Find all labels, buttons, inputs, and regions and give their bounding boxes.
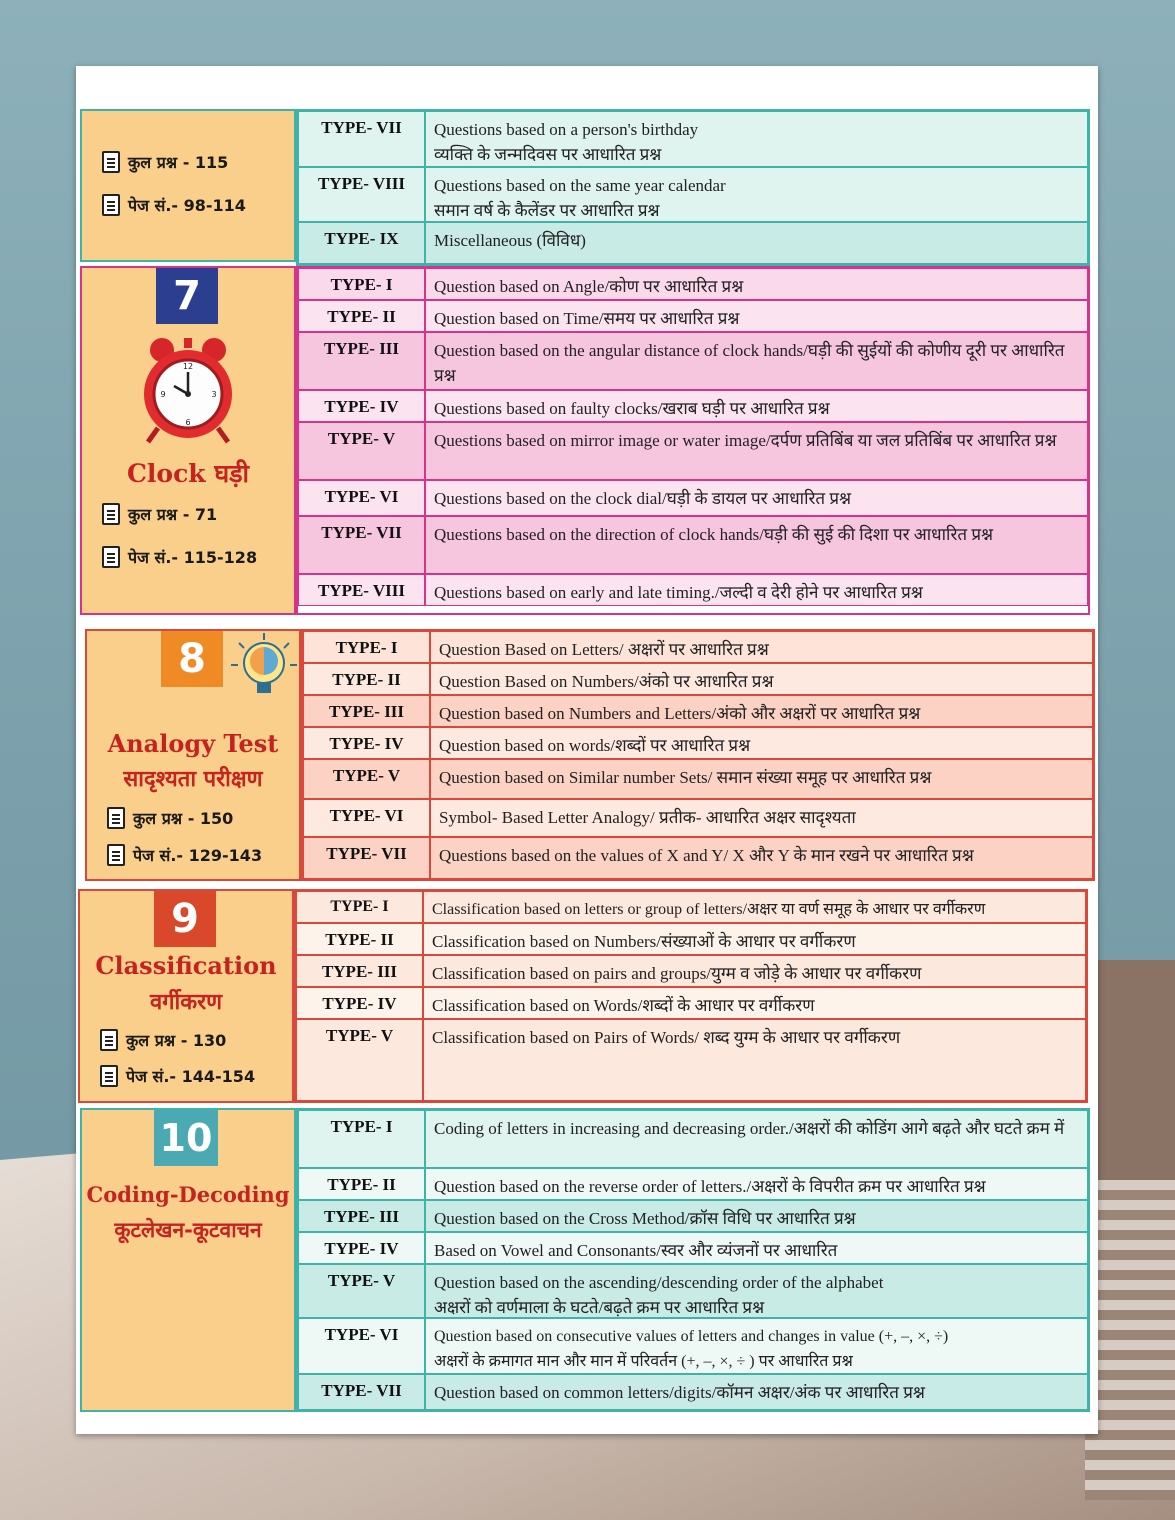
type-label: TYPE- IV [296, 987, 423, 1019]
type-description: Classification based on Numbers/संख्याओं के आधार पर वर्गीकरण [423, 923, 1086, 955]
type-description: Question based on consecutive values of letters and changes in value (+, –, ×, ÷) अक्षरों के क्रमागत मान और मान में परिवर्तन (+, –, ×, ÷ ) पर आधारित प्रश्न [425, 1318, 1088, 1374]
type-label: TYPE- VI [303, 799, 430, 837]
type-description: Question based on Similar number Sets/ समान संख्या समूह पर आधारित प्रश्न [430, 759, 1093, 799]
svg-text:6: 6 [185, 418, 191, 427]
type-label: TYPE- VIII [298, 167, 425, 222]
notepad-icon [100, 1029, 118, 1051]
type-description: Question based on the ascending/descending order of the alphabet अक्षरों को वर्णमाला के घटते/बढ़ते क्रम पर आधारित प्रश्न [425, 1264, 1088, 1318]
notepad-icon [102, 503, 120, 525]
section-8-table [301, 629, 1095, 881]
notepad-icon [102, 151, 120, 173]
type-description: Classification based on pairs and groups/युग्म व जोड़े के आधार पर वर्गीकरण [423, 955, 1086, 987]
type-label: TYPE- II [298, 1168, 425, 1200]
section-6-table [296, 109, 1090, 266]
notepad-icon [107, 807, 125, 829]
type-label: TYPE- IV [303, 727, 430, 759]
type-description: Questions based on a person's birthday व्यक्ति के जन्मदिवस पर आधारित प्रश्न [425, 111, 1088, 167]
background-stripes [1085, 1180, 1175, 1500]
section-9-panel [78, 889, 294, 1103]
type-description: Classification based on letters or group of letters/अक्षर या वर्ण समूह के आधार पर वर्गीकरण [423, 891, 1086, 923]
chapter-title: Clock घड़ी [127, 459, 249, 488]
type-description: Classification based on Words/शब्दों के आधार पर वर्गीकरण [423, 987, 1086, 1019]
clipboard-icon [107, 844, 125, 866]
chapter-title-hindi: सादृश्यता परीक्षण [123, 767, 263, 792]
page-range: पेज सं.- 129-143 [107, 844, 262, 866]
chapter-number: 9 [154, 891, 216, 947]
type-label: TYPE- II [303, 663, 430, 695]
clipboard-icon [100, 1065, 118, 1087]
section-7 [80, 266, 1090, 615]
type-description: Question Based on Numbers/अंको पर आधारित प्रश्न [430, 663, 1093, 695]
type-description: Based on Vowel and Consonants/स्वर और व्यंजनों पर आधारित [425, 1232, 1088, 1264]
type-description: Coding of letters in increasing and decreasing order./अक्षरों की कोडिंग आगे बढ़ते और घटते क्रम में [425, 1110, 1088, 1168]
type-description: Questions based on faulty clocks/खराब घड़ी पर आधारित प्रश्न [425, 390, 1088, 422]
type-label: TYPE- V [298, 422, 425, 480]
type-label: TYPE- III [296, 955, 423, 987]
section-9-table [294, 889, 1088, 1103]
type-description: Question based on Angle/कोण पर आधारित प्रश्न [425, 268, 1088, 300]
svg-text:12: 12 [182, 362, 194, 371]
total-questions: कुल प्रश्न - 71 [102, 503, 217, 525]
section-9 [78, 889, 1088, 1103]
section-10 [80, 1108, 1090, 1412]
type-label: TYPE- IV [298, 1232, 425, 1264]
type-label: TYPE- I [303, 631, 430, 663]
section-6 [80, 109, 1090, 266]
page-range: पेज सं.- 115-128 [102, 546, 257, 568]
section-7-table [296, 266, 1090, 615]
type-description: Question based on common letters/digits/कॉमन अक्षर/अंक पर आधारित प्रश्न [425, 1374, 1088, 1410]
section-8-panel [85, 629, 301, 881]
section-10-table [296, 1108, 1090, 1412]
type-description: Questions based on early and late timing./जल्दी व देरी होने पर आधारित प्रश्न [425, 574, 1088, 606]
type-description: Questions based on mirror image or water image/दर्पण प्रतिबिंब या जल प्रतिबिंब पर आधारित प्रश्न [425, 422, 1088, 480]
chapter-title-hindi: वर्गीकरण [149, 990, 223, 1015]
type-label: TYPE- V [303, 759, 430, 799]
page-range: पेज सं.- 98-114 [102, 194, 246, 216]
type-label: TYPE- II [296, 923, 423, 955]
type-label: TYPE- IV [298, 390, 425, 422]
type-label: TYPE- VII [298, 111, 425, 167]
type-label: TYPE- III [298, 332, 425, 390]
type-label: TYPE- III [298, 1200, 425, 1232]
page [76, 66, 1098, 1434]
chapter-title-hindi: कूटलेखन-कूटवाचन [114, 1218, 262, 1242]
type-description: Question based on the angular distance of clock hands/घड़ी की सुईयों की कोणीय दूरी पर आधारित प्रश्न [425, 332, 1088, 390]
type-label: TYPE- V [298, 1264, 425, 1318]
type-label: TYPE- VII [298, 1374, 425, 1410]
lightbulb-brain-icon [229, 631, 299, 701]
type-description: Question based on the Cross Method/क्रॉस विधि पर आधारित प्रश्न [425, 1200, 1088, 1232]
alarm-clock-icon [138, 336, 238, 446]
type-description: Symbol- Based Letter Analogy/ प्रतीक- आधारित अक्षर सादृश्यता [430, 799, 1093, 837]
type-label: TYPE- III [303, 695, 430, 727]
type-description: Classification based on Pairs of Words/ शब्द युग्म के आधार पर वर्गीकरण [423, 1019, 1086, 1101]
page-range: पेज सं.- 144-154 [100, 1065, 255, 1087]
section-10-panel [80, 1108, 296, 1412]
type-description: Question based on words/शब्दों पर आधारित प्रश्न [430, 727, 1093, 759]
type-description: Question based on Time/समय पर आधारित प्रश्न [425, 300, 1088, 332]
type-label: TYPE- I [296, 891, 423, 923]
chapter-number: 10 [154, 1110, 218, 1166]
section-8 [85, 629, 1095, 881]
svg-text:3: 3 [211, 390, 217, 399]
chapter-title: Classification [95, 951, 277, 980]
chapter-number: 7 [156, 268, 218, 324]
type-label: TYPE- IX [298, 222, 425, 264]
type-label: TYPE- VIII [298, 574, 425, 606]
section-7-panel [80, 266, 296, 615]
type-label: TYPE- VI [298, 480, 425, 516]
chapter-title: Analogy Test [107, 729, 279, 758]
type-label: TYPE- I [298, 1110, 425, 1168]
type-description: Questions based on the direction of clock hands/घड़ी की सुई की दिशा पर आधारित प्रश्न [425, 516, 1088, 574]
type-description: Question based on the reverse order of letters./अक्षरों के विपरीत क्रम पर आधारित प्रश्न [425, 1168, 1088, 1200]
type-description: Question Based on Letters/ अक्षरों पर आधारित प्रश्न [430, 631, 1093, 663]
type-description: Miscellaneous (विविध) [425, 222, 1088, 264]
type-description: Questions based on the values of X and Y/ X और Y के मान रखने पर आधारित प्रश्न [430, 837, 1093, 879]
clipboard-icon [102, 194, 120, 216]
clipboard-icon [102, 546, 120, 568]
section-6-panel [80, 109, 296, 262]
type-label: TYPE- V [296, 1019, 423, 1101]
chapter-number: 8 [161, 631, 223, 687]
type-description: Questions based on the clock dial/घड़ी के डायल पर आधारित प्रश्न [425, 480, 1088, 516]
svg-text:9: 9 [160, 390, 166, 399]
chapter-title: Coding-Decoding [86, 1182, 290, 1207]
type-description: Question based on Numbers and Letters/अंको और अक्षरों पर आधारित प्रश्न [430, 695, 1093, 727]
type-label: TYPE- II [298, 300, 425, 332]
type-label: TYPE- VI [298, 1318, 425, 1374]
total-questions: कुल प्रश्न - 115 [102, 151, 228, 173]
total-questions: कुल प्रश्न - 130 [100, 1029, 226, 1051]
type-label: TYPE- VII [303, 837, 430, 879]
type-description: Questions based on the same year calendar समान वर्ष के कैलेंडर पर आधारित प्रश्न [425, 167, 1088, 222]
type-label: TYPE- VII [298, 516, 425, 574]
total-questions: कुल प्रश्न - 150 [107, 807, 233, 829]
type-label: TYPE- I [298, 268, 425, 300]
